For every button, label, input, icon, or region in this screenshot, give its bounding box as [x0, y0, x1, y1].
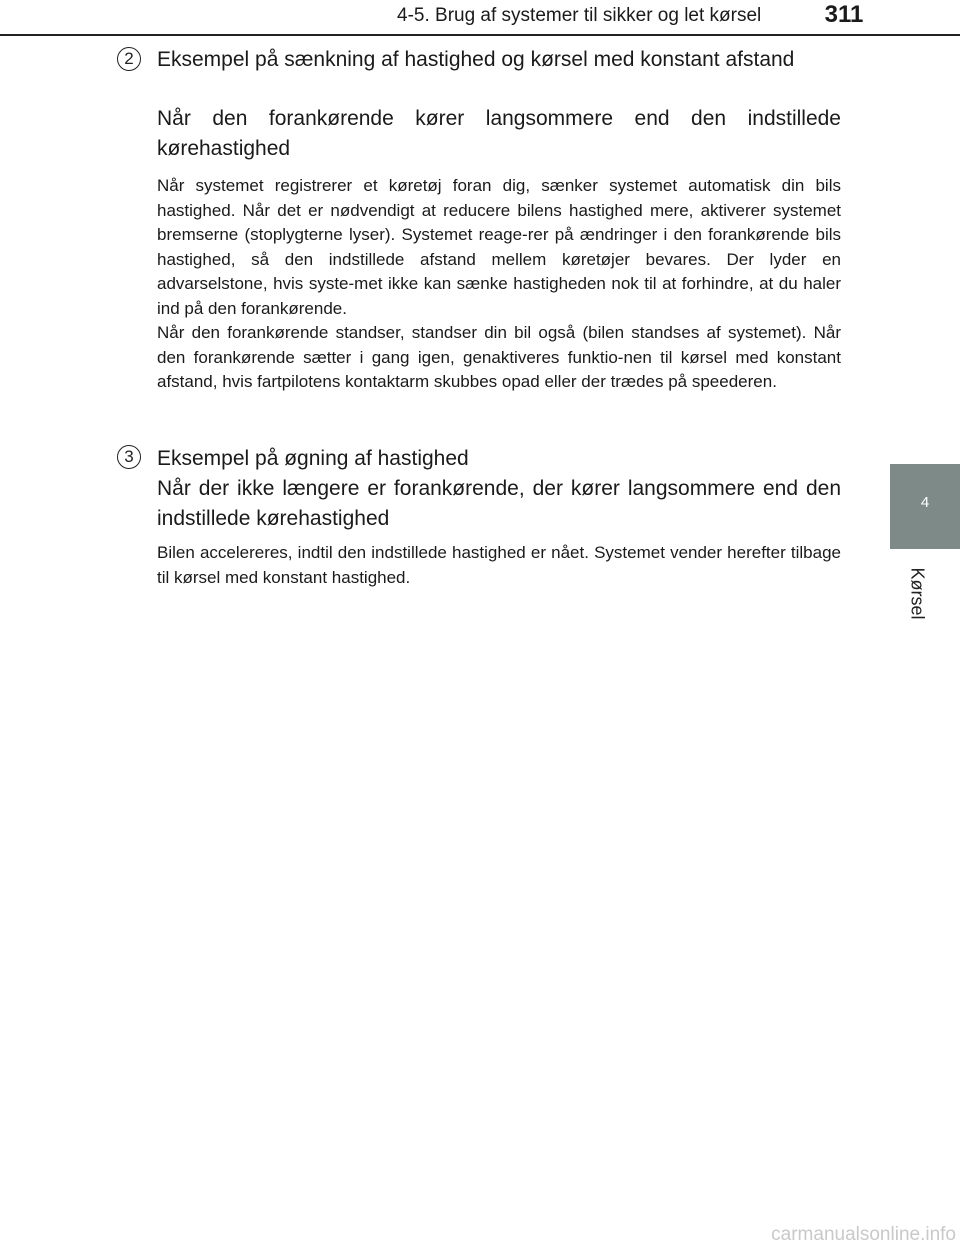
item-3-title-1: Eksempel på øgning af hastighed: [157, 447, 469, 470]
item-3-paragraph-1: Bilen accelereres, indtil den indstillede hastighed er nået. Systemet vender herefter tilbage til kørsel med konstant hastighed.: [157, 543, 841, 587]
chapter-number: 4: [920, 494, 930, 511]
item-3-body: [157, 541, 841, 590]
chapter-label: Kørsel: [907, 566, 928, 620]
item-2-paragraph-1: Når systemet registrerer et køretøj foran dig, sænker systemet automatisk din bils hastighed. Når det er nødvendigt at reducere bilens hastighed mere, aktiverer systemet bremserne (stoplygterne lyser). Systemet reage-rer på ændringer i den forankørende bils hastighed, så den indstillede afstand mellem køretøjer bevares. Der lyder en advarselstone, hvis syste-met ikke kan sænke hastigheden nok til at forhindre, at du haler ind på den forankørende.: [157, 176, 841, 318]
item-2-title-1: Eksempel på sænkning af hastighed og kørsel med konstant afstand: [157, 48, 795, 71]
item-3-title-2: Når der ikke længere er forankørende, der kører langsommere end den indstillede kørehastighed: [157, 477, 841, 530]
header-divider: [0, 34, 960, 36]
chapter-tab: [890, 464, 960, 549]
item-2-body: [157, 174, 841, 395]
item-2-title-2: Når den forankørende kører langsommere end den indstillede kørehastighed: [157, 107, 841, 160]
step-marker-3: 3: [117, 445, 141, 469]
item-2-paragraph-2: Når den forankørende standser, standser din bil også (bilen standses af systemet). Når den forankørende sætter i gang igen, genaktiveres funktio-nen til kørsel med konstant afstand, hvis fartpilotens kontaktarm skubbes opad eller der trædes på speederen.: [157, 323, 841, 391]
step-marker-2: 2: [117, 47, 141, 71]
page-number: 311: [824, 1, 864, 28]
watermark: carmanualsonline.info: [771, 1224, 956, 1245]
chapter-label-container: [900, 564, 934, 622]
section-title: 4-5. Brug af systemer til sikker og let kørsel: [397, 5, 762, 26]
